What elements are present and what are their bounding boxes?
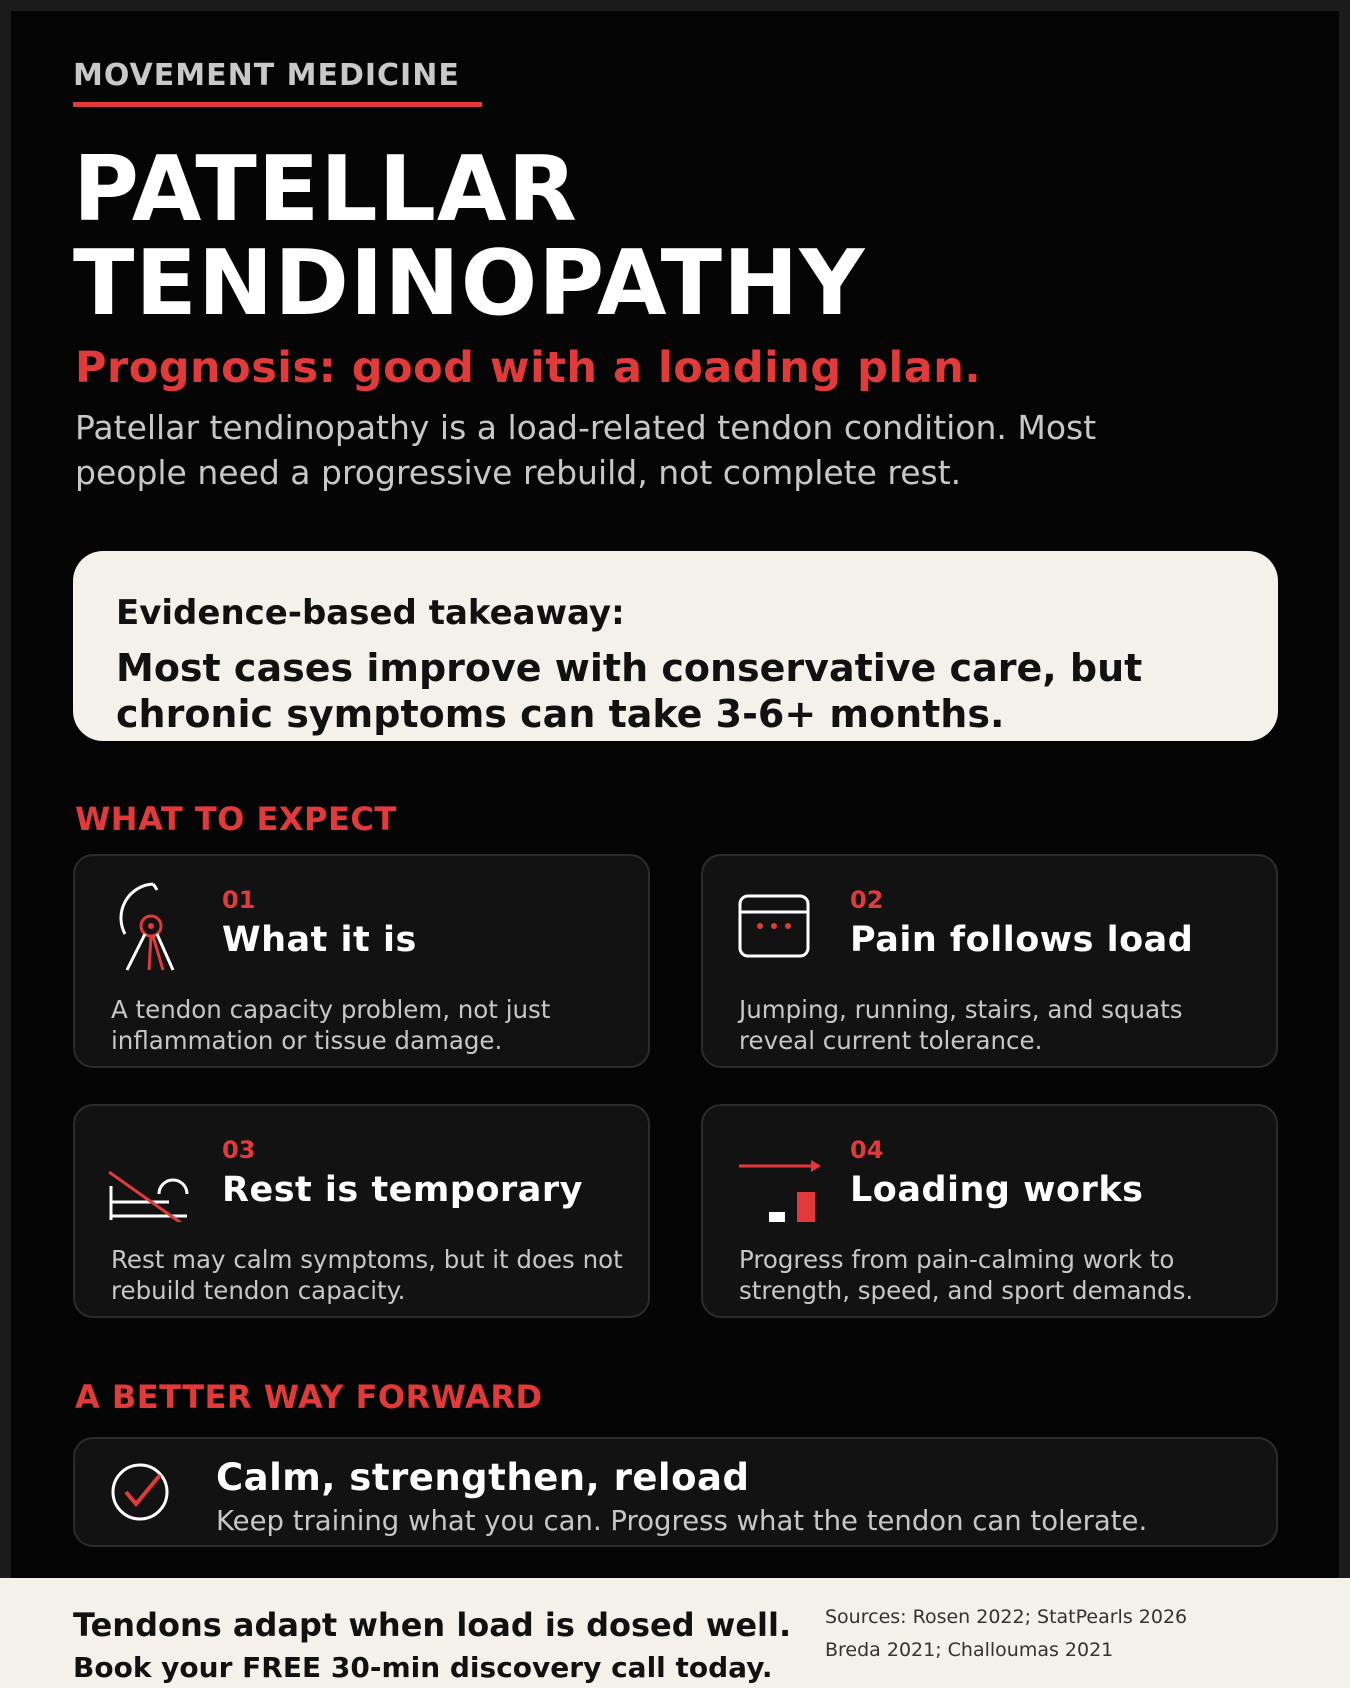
eyebrow-label: MOVEMENT MEDICINE — [73, 58, 460, 93]
progress-bars-icon — [735, 1130, 827, 1222]
footer-cta-booking[interactable]: Book your FREE 30-min discovery call today. — [73, 1651, 773, 1684]
calendar-icon — [735, 880, 827, 972]
card-title: Pain follows load — [850, 920, 1194, 960]
takeaway-text: Most cases improve with conservative care, but chronic symptoms can take 3-6+ months. — [116, 646, 1143, 736]
card-number: 02 — [850, 886, 884, 914]
footer-sources-2: Breda 2021; Challoumas 2021 — [825, 1639, 1114, 1661]
section-heading-forward: A BETTER WAY FORWARD — [75, 1378, 543, 1416]
prognosis-subtitle: Prognosis: good with a loading plan. — [75, 343, 982, 393]
card-body: Progress from pain-calming work to strength, speed, and sport demands. — [739, 1245, 1194, 1305]
expect-card-1 — [73, 854, 650, 1068]
forward-body: Keep training what you can. Progress what the tendon can tolerate. — [216, 1505, 1148, 1537]
card-body: Rest may calm symptoms, but it does not rebuild tendon capacity. — [111, 1245, 623, 1305]
takeaway-label: Evidence-based takeaway: — [116, 593, 625, 633]
card-title: What it is — [222, 920, 417, 960]
card-title: Loading works — [850, 1170, 1144, 1210]
card-body: Jumping, running, stairs, and squats reveal current tolerance. — [739, 995, 1183, 1055]
card-body: A tendon capacity problem, not just inflammation or tissue damage. — [111, 995, 551, 1055]
expect-card-2 — [701, 854, 1278, 1068]
page-title — [73, 137, 866, 336]
eyebrow-underline — [73, 102, 482, 107]
knee-tendon-icon — [107, 880, 199, 972]
no-bed-rest-icon — [107, 1130, 199, 1222]
intro-text: Patellar tendinopathy is a load-related tendon condition. Most people need a progressive rebuild, not complete rest. — [75, 408, 1097, 492]
expect-card-3 — [73, 1104, 650, 1318]
title-line-1: PATELLAR — [73, 137, 578, 242]
card-title: Rest is temporary — [222, 1170, 583, 1210]
forward-title: Calm, strengthen, reload — [216, 1456, 750, 1499]
takeaway-panel — [73, 551, 1278, 741]
expect-card-4 — [701, 1104, 1278, 1318]
section-heading-expect: WHAT TO EXPECT — [75, 800, 397, 838]
footer-sources-1: Sources: Rosen 2022; StatPearls 2026 — [825, 1606, 1188, 1628]
card-number: 03 — [222, 1136, 256, 1164]
footer-cta-headline: Tendons adapt when load is dosed well. — [73, 1606, 792, 1644]
card-number: 01 — [222, 886, 256, 914]
title-line-2: TENDINOPATHY — [73, 231, 866, 336]
footer-banner — [0, 1578, 1350, 1688]
check-circle-icon — [107, 1459, 173, 1525]
forward-panel — [73, 1437, 1278, 1547]
card-number: 04 — [850, 1136, 884, 1164]
